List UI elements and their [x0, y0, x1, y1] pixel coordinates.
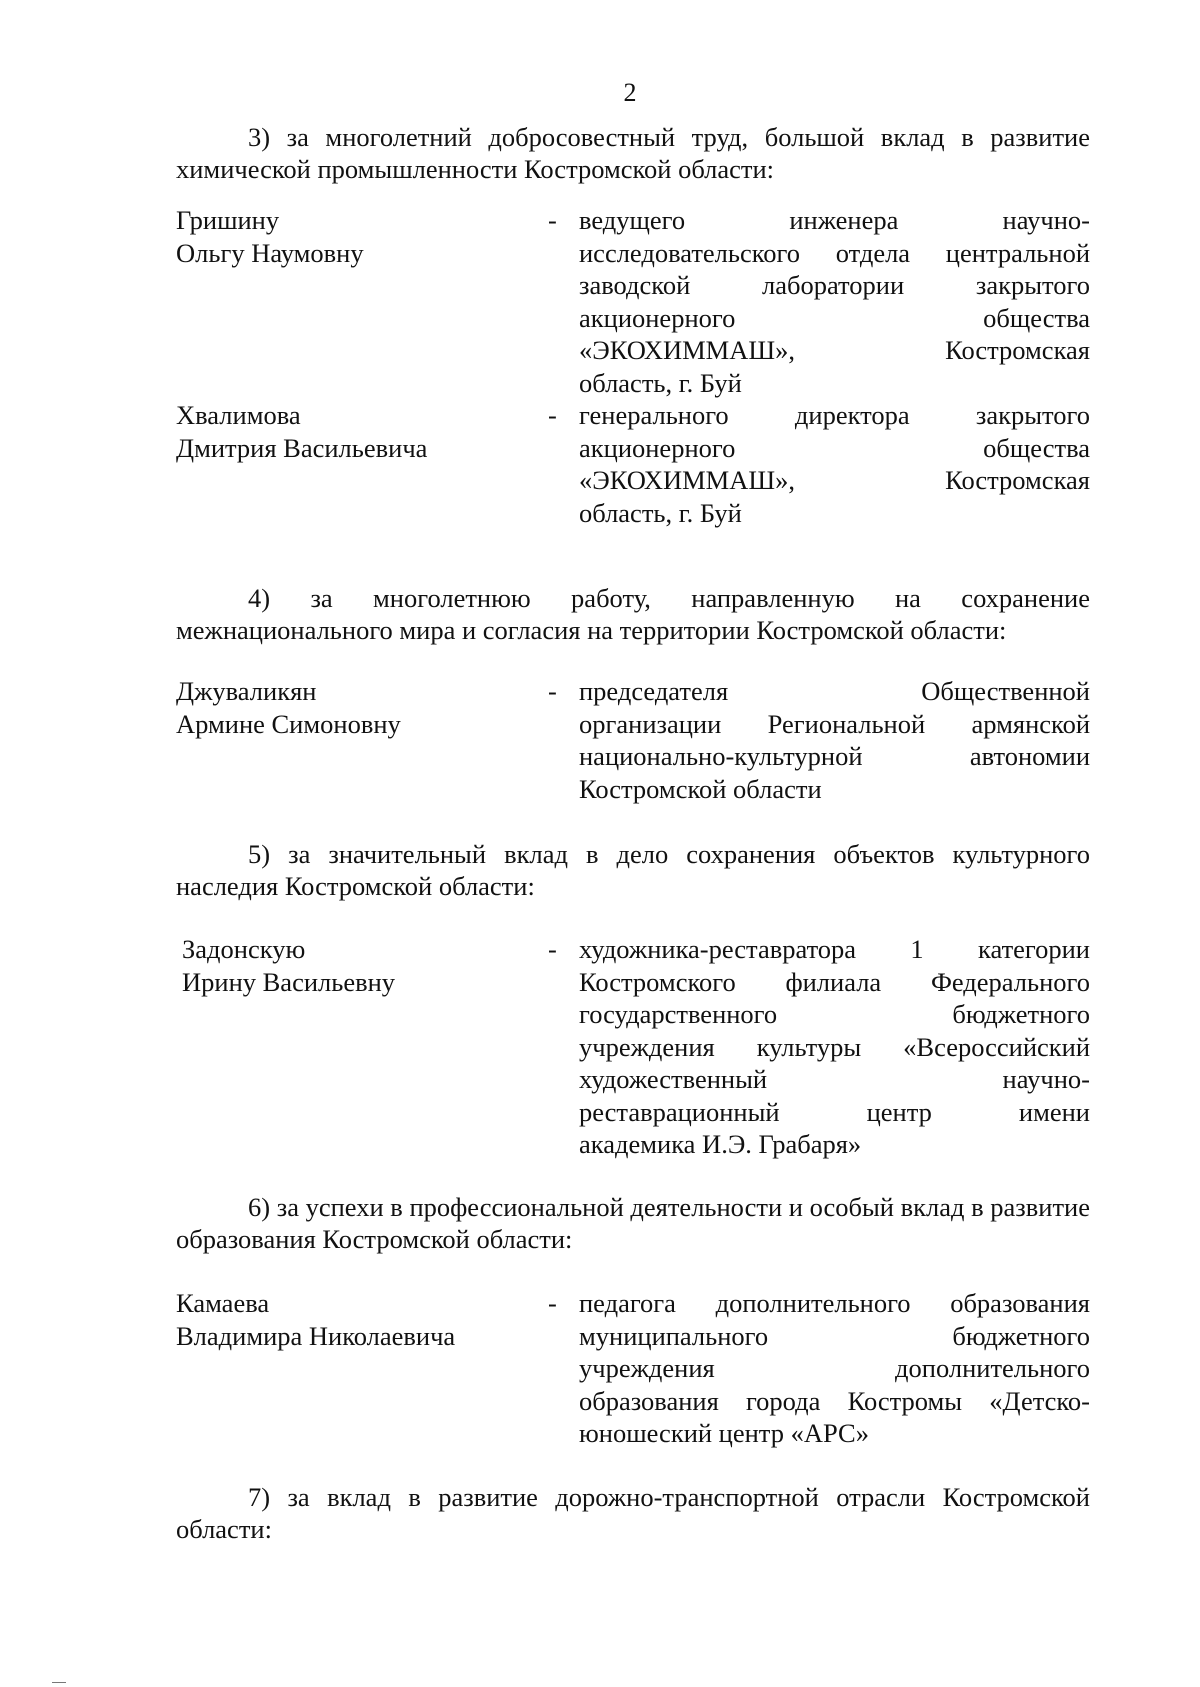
scan-artifact [52, 1682, 66, 1683]
recipient-name: Джуваликян Армине Симоновну [176, 676, 401, 739]
recipient-position: председателя Общественной организации Региональной армянской национально-культурной автономии Костромской области [579, 676, 1090, 804]
page-number: 2 [623, 78, 637, 107]
recipient-position: художника-реставратора 1 категории Костромского филиала Федерального государственного бюджетного учреждения культуры «Всероссийский художественный научно- реставрационный центр имени академика И.Э. Грабаря» [579, 934, 1090, 1159]
section-heading: 3) за многолетний добросовестный труд, большой вклад в развитие химической промышленности Костромской области: [176, 122, 1090, 184]
recipient-position: ведущего инженера научно- исследовательского отдела центральной заводской лаборатории закрытого акционерного общества «ЭКОХИММАШ», Костромская область, г. Буй [579, 205, 1090, 398]
entry-dash: - [548, 205, 557, 235]
section-heading: 5) за значительный вклад в дело сохранения объектов культурного наследия Костромской области: [176, 839, 1090, 901]
entry-dash: - [548, 934, 557, 964]
recipient-position: педагога дополнительного образования муниципального бюджетного учреждения дополнительного образования города Костромы «Детско- юношеский центр «АРС» [579, 1288, 1090, 1448]
entry-dash: - [548, 676, 557, 706]
recipient-name: Гришину Ольгу Наумовну [176, 205, 364, 268]
recipient-name: Камаева Владимира Николаевича [176, 1288, 456, 1351]
section-heading: 7) за вклад в развитие дорожно-транспортной отрасли Костромской области: [176, 1482, 1090, 1544]
entry-dash: - [548, 400, 557, 430]
entry-dash: - [548, 1288, 557, 1318]
recipient-name: Задонскую Ирину Васильевну [182, 934, 396, 997]
recipient-name: Хвалимова Дмитрия Васильевича [176, 400, 428, 463]
section-heading: 4) за многолетнюю работу, направленную на сохранение межнационального мира и согласия на территории Костромской области: [176, 583, 1090, 645]
recipient-position: генерального директора закрытого акционерного общества «ЭКОХИММАШ», Костромская область, г. Буй [579, 400, 1090, 528]
section-heading: 6) за успехи в профессиональной деятельности и особый вклад в развитие образования Костромской области: [176, 1192, 1090, 1254]
